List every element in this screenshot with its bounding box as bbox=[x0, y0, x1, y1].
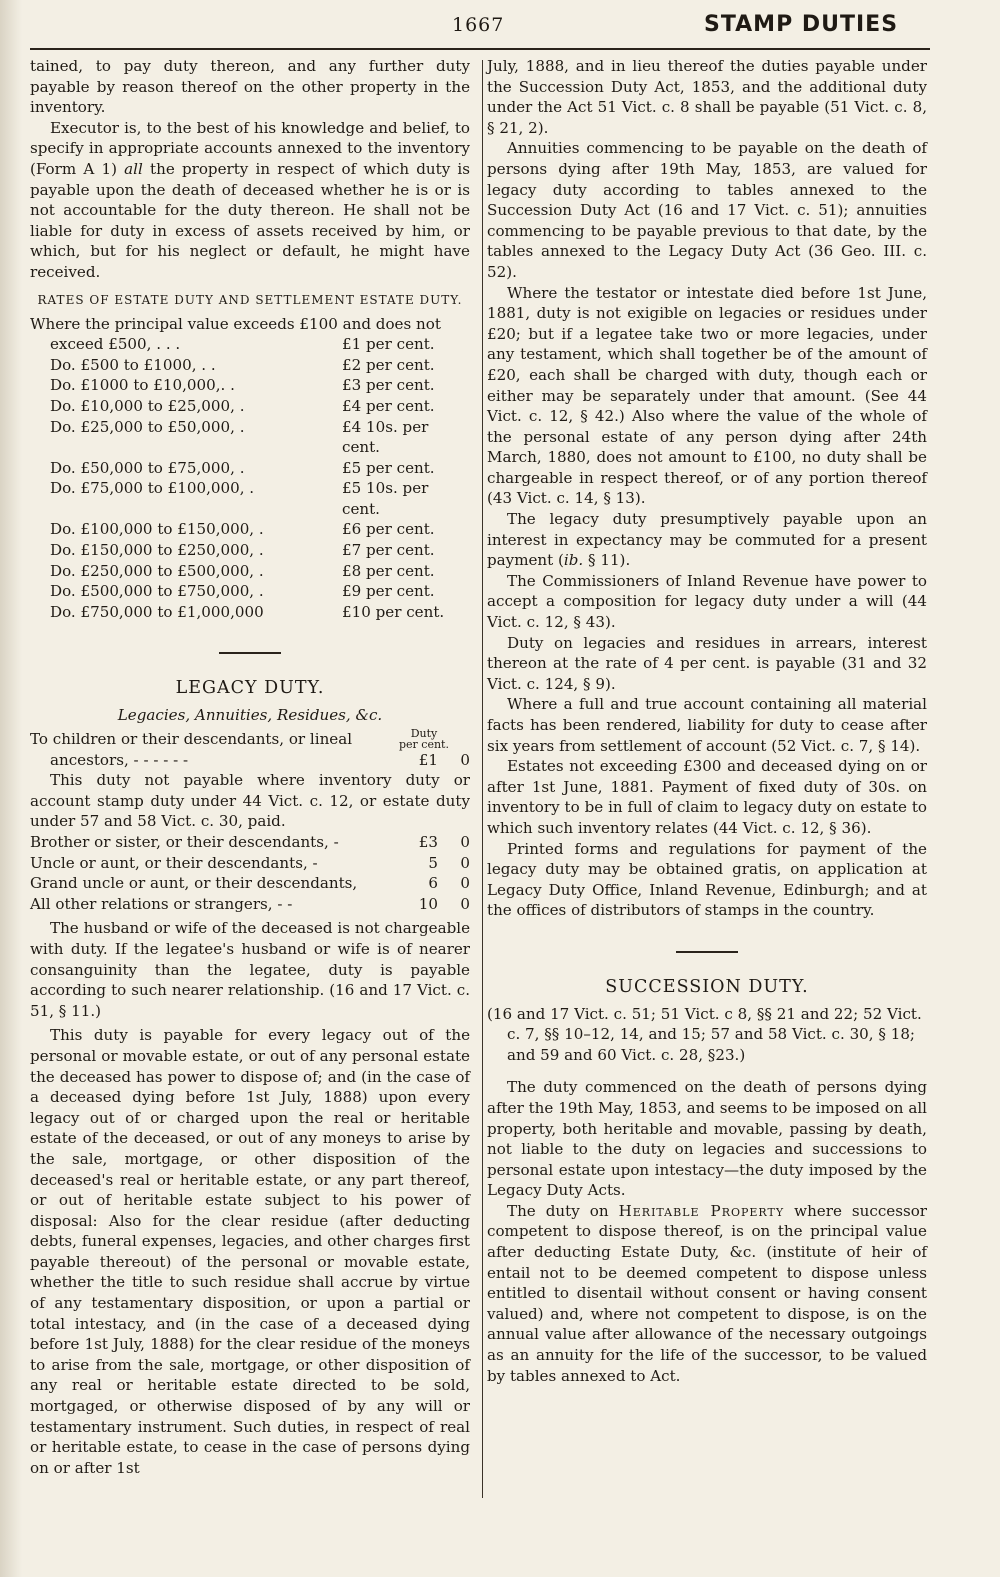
paragraph-commissioners: The Commissioners of Inland Revenue have power to accept a composition for legacy duty under a will (44 Vict. c. 12, § 43). bbox=[487, 571, 927, 632]
paragraph-duty-payable: This duty is payable for every legacy out of the personal or movable estate, or out of any personal estate the deceased has power to dispose of; and (in the case of a deceased dying before 1st July, 1888) upon every legacy out of or charged upon the real or heritable estate of the deceased, or out of any moneys to arise by the sale, mortgage, or other disposition of the deceased's real or heritable estate, or any part thereof, or out of heritable estate subject to his power of disposal: Also for the clear residue (after deducting debts, funeral expenses, legacies, and other charges first payable thereout) of the personal or movable estate, whether the title to such residue shall accrue by virtue of any testamentary disposition, or upon a partial or total intestacy, and (in the case of a deceased dying before 1st July, 1888) for the clear residue of the moneys to arise from the sale, mortgage, or other disposition of any real or heritable estate directed to be sold, mortgaged, or otherwise disposed of by any will or testamentary instrument. Such duties, in respect of real or heritable estate, to cease in the case of persons dying on or after 1st bbox=[30, 1026, 470, 1477]
paragraph-arrears: Duty on legacies and residues in arrears, interest thereon at the rate of 4 per cent. is payable (31 and 32 Vict. c. 124, § 9). bbox=[487, 633, 927, 693]
paragraph-husband-wife: The husband or wife of the deceased is not chargeable with duty. If the legatee's husband or wife is of nearer consanguinity than the legatee, duty is payable according to such nearer relationship. (16 and 17 Vict. c. 51, § 11.) bbox=[30, 919, 470, 1020]
section-divider bbox=[219, 652, 281, 654]
rate-row: exceed £500, . . . £1 per cent. bbox=[50, 335, 435, 354]
relation-row: Uncle or aunt, or their descendants, - 5 0 bbox=[30, 853, 470, 872]
rate-row: Do. £1000 to £10,000,. . £3 per cent. bbox=[50, 376, 435, 395]
paragraph-annuities: Annuities commencing to be payable on the death of persons dying after 19th May, 1853, are valued for legacy duty according to tables annexed to the Succession Duty Act (16 and 17 Vict. c. 51); annuities commencing to be payable previous to that date, by the tables annexed to the Legacy Duty Act (36 Geo. III. c. 52). bbox=[487, 139, 927, 281]
rate-row: Do. £75,000 to £100,000, . £5 10s. per cent. bbox=[50, 479, 429, 518]
rate-row: Do. £10,000 to £25,000, . £4 per cent. bbox=[50, 396, 435, 415]
rates-intro: Where the principal value exceeds £100 and does not bbox=[30, 314, 441, 333]
rates-table bbox=[30, 334, 470, 622]
rate-row: Do. £500,000 to £750,000, . £9 per cent. bbox=[50, 582, 435, 601]
paragraph-not-payable: This duty not payable where inventory duty or account stamp duty under 44 Vict. c. 12, or estate duty under 57 and 58 Vict. c. 30, paid. bbox=[30, 771, 470, 831]
relation-row: Grand uncle or aunt, or their descendants, 6 0 bbox=[30, 874, 470, 893]
page-number: 1667 bbox=[452, 14, 505, 36]
rate-row: Do. £750,000 to £1,000,000 £10 per cent. bbox=[50, 602, 445, 621]
header-rule bbox=[30, 48, 930, 50]
relation-row: Brother or sister, or their descendants, - £3 0 bbox=[30, 833, 470, 851]
relation-row: All other relations or strangers, - - 10 0 bbox=[30, 894, 470, 913]
legacy-duty-title: LEGACY DUTY. bbox=[175, 678, 325, 699]
paragraph-small-estates: Estates not exceeding £300 and deceased dying on or after 1st June, 1881. Payment of fixed duty of 30s. on inventory to be in full of claim to legacy duty on estate to which such inventory relates (44 Vict. c. 12, § 36). bbox=[487, 757, 927, 837]
succession-duty-title: SUCCESSION DUTY. bbox=[605, 976, 809, 997]
paragraph-printed-forms: Printed forms and regulations for payment of the legacy duty may be obtained gratis, on application at Legacy Duty Office, Inland Revenue, Edinburgh; and at the offices of distributors of stamps in the country. bbox=[487, 839, 927, 920]
rate-row: Do. £500 to £1000, . . £2 per cent. bbox=[50, 355, 435, 374]
rate-row: Do. £50,000 to £75,000, . £5 per cent. bbox=[50, 458, 435, 477]
page-binding-shadow bbox=[0, 0, 22, 1577]
right-column bbox=[487, 56, 927, 1386]
left-column bbox=[30, 56, 470, 1478]
column-divider bbox=[482, 60, 483, 1498]
paragraph-executor: Executor is, to the best of his knowledge and belief, to specify in appropriate accounts annexed to the inventory (Form A 1) all the property in respect of which duty is payable upon the death of deceased whether he is or is not accountable for the duty thereon. He shall not be liable for duty in excess of assets received by him, or which, but for his neglect or default, he might have received. bbox=[30, 118, 471, 281]
paragraph-account: Where a full and true account containing all material facts has been rendered, liability for duty to cease after six years from settlement of account (52 Vict. c. 7, § 14). bbox=[487, 695, 927, 755]
section-divider bbox=[676, 951, 738, 953]
children-row-1: To children or their descendants, or lineal Duty per cent. bbox=[30, 728, 470, 750]
paragraph-continuation: tained, to pay duty thereon, and any further duty payable by reason thereof on the other property in the inventory. bbox=[30, 57, 470, 117]
paragraph-testator: Where the testator or intestate died before 1st June, 1881, duty is not exigible on legacies or residues under £20; but if a legatee take two or more legacies, under any testament, which shall together be of the amount of £20, each shall be charged with duty, though each or either may be separately under that amount. (See 44 Vict. c. 12, § 42.) Also where the value of the whole of the personal estate of any person dying after 24th March, 1880, does not amount to £100, no duty shall be chargeable in respect thereof, or of any portion thereof (43 Vict. c. 14, § 13). bbox=[487, 283, 927, 508]
rate-row: Do. £100,000 to £150,000, . £6 per cent. bbox=[50, 520, 435, 539]
rate-row: Do. £250,000 to £500,000, . £8 per cent. bbox=[50, 561, 435, 580]
legacy-duty-subtitle: Legacies, Annuities, Residues, &c. bbox=[117, 706, 383, 725]
rates-heading: RATES OF ESTATE DUTY AND SETTLEMENT ESTATE DUTY. bbox=[37, 292, 463, 307]
rate-row: Do. £25,000 to £50,000, . £4 10s. per cent. bbox=[50, 417, 429, 457]
paragraph-continuation-right: July, 1888, and in lieu thereof the duties payable under the Succession Duty Act, 1853, and the additional duty under the Act 51 Vict. c. 8 shall be payable (51 Vict. c. 8, § 21, 2). bbox=[487, 57, 927, 137]
paragraph-duty-commenced: The duty commenced on the death of persons dying after the 19th May, 1853, and seems to be imposed on all property, both heritable and movable, passing by death, not liable to the duty on legacies and successions to personal estate upon intestacy—the duty imposed by the Legacy Duty Acts. bbox=[487, 1078, 927, 1200]
rate-row: Do. £150,000 to £250,000, . £7 per cent. bbox=[50, 541, 435, 560]
relations-table bbox=[30, 832, 470, 914]
paragraph-heritable-property: The duty on Heritable Property where successor competent to dispose thereof, is on the principal value after deducting Estate Duty, &c. (institute of heir of entail not to be deemed competent to dispose unless entitled to disentail without consent or having consent valued) and, where not competent to dispose, is on the annual value after allowance of the necessary outgoings as an annuity for the life of the successor, to be valued by tables annexed to Act. bbox=[487, 1201, 928, 1385]
succession-references: (16 and 17 Vict. c. 51; 51 Vict. c 8, §§ 21 and 22; 52 Vict. c. 7, §§ 10–12, 14, and 15; 57 and 58 Vict. c. 30, § 18; and 59 and 60 Vict. c. 28, §23.) bbox=[487, 1004, 922, 1064]
children-row-2: ancestors, - - - - - - £1 0 bbox=[50, 750, 470, 769]
paragraph-presumptive: The legacy duty presumptively payable upon an interest in expectancy may be commuted for a present payment (ib. § 11). bbox=[487, 510, 927, 570]
duty-column-head: Duty per cent. bbox=[399, 726, 449, 751]
running-title: STAMP DUTIES bbox=[704, 12, 899, 37]
